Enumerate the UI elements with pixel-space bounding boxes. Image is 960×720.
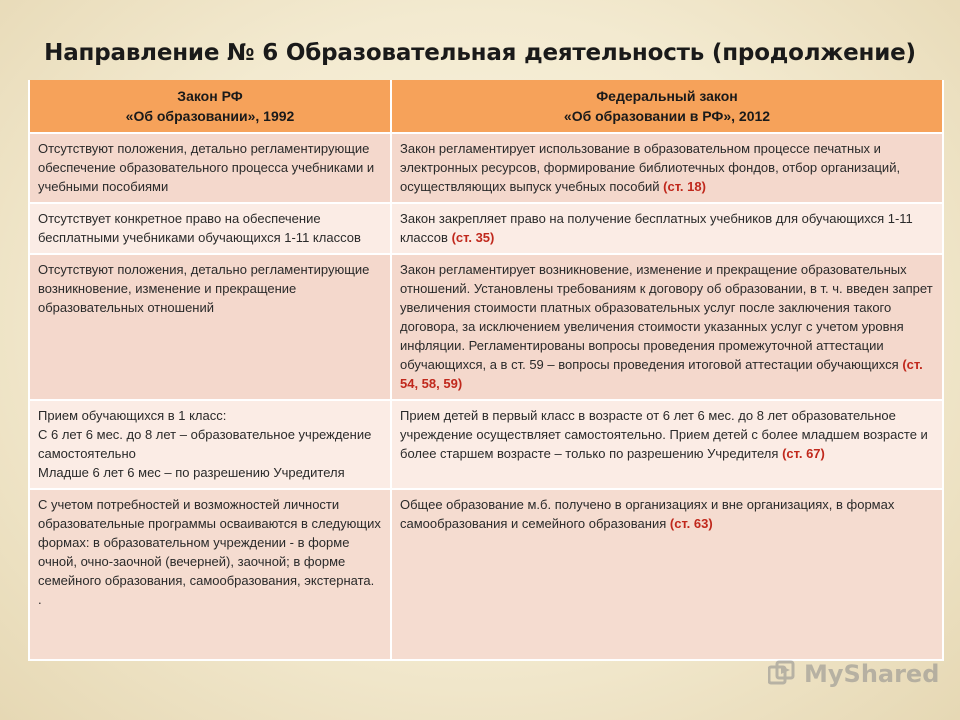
old-law-text: С учетом потребностей и возможностей личности образовательные программы осваиваются в следующих формах: в образовательном учреждении - в форме очной, очно-заочной (вечерней), заочной; в форме семейного образования, самообразования, экстерната. .: [38, 497, 381, 607]
table-row: [29, 254, 943, 400]
new-law-text: Общее образование м.б. получено в организациях и вне организациях, в формах самообразования и семейного образования: [400, 497, 895, 531]
slide-title: Направление № 6 Образовательная деятельность (продолжение): [44, 40, 916, 66]
table-header-row: [29, 80, 943, 133]
article-reference: (ст. 18): [663, 179, 706, 194]
old-law-cell: [29, 203, 391, 254]
new-law-cell: [391, 400, 943, 489]
old-law-cell: [29, 133, 391, 203]
table-row: [29, 133, 943, 203]
new-law-cell: [391, 489, 943, 660]
comparison-table: [28, 80, 944, 661]
header-new-law-line1: Федеральный закон: [596, 88, 738, 104]
article-reference: (ст. 54, 58, 59): [400, 357, 923, 391]
table-row: [29, 400, 943, 489]
watermark-text: MyShared: [804, 660, 940, 688]
new-law-text: Закон регламентирует использование в образовательном процессе печатных и электронных ресурсов, формирование библиотечных фондов, отбор организаций, осуществляющих выпуск учебных пособий: [400, 141, 901, 194]
header-new-law: [391, 80, 943, 133]
new-law-text: Закон закрепляет право на получение бесплатных учебников для обучающихся 1-11 классов: [400, 211, 913, 245]
new-law-text: Закон регламентирует возникновение, изменение и прекращение образовательных отношений. Установлены требованиям к договору об образовании, в т. ч. введен запрет увеличения стоимости платных образовательных услуг после заключения такого договора, за исключением увеличения стоимости указанных услуг с учетом уровня инфляции. Регламентированы вопросы проведения промежуточной аттестации обучающихся, а в ст. 59 – вопросы проведения итоговой аттестации обучающихся: [400, 262, 933, 372]
article-reference: (ст. 63): [669, 516, 713, 531]
table-row: [29, 203, 943, 254]
article-reference: (ст. 67): [782, 446, 825, 461]
new-law-cell: [391, 133, 943, 203]
old-law-cell: [29, 400, 391, 489]
old-law-text: Отсутствуют положения, детально регламентирующие возникновение, изменение и прекращение образовательных отношений: [38, 262, 370, 315]
old-law-text: Отсутствуют положения, детально регламентирующие обеспечение образовательного процесса учебниками и учебными пособиями: [38, 141, 375, 194]
header-new-law-line2: «Об образовании в РФ», 2012: [563, 108, 771, 124]
new-law-cell: [391, 203, 943, 254]
myshared-logo-icon: [768, 659, 798, 689]
header-old-law: [29, 80, 391, 133]
watermark: [768, 656, 939, 692]
new-law-cell: [391, 254, 943, 400]
old-law-cell: [29, 254, 391, 400]
new-law-text: Прием детей в первый класс в возрасте от 6 лет 6 мес. до 8 лет образовательное учреждение осуществляет самостоятельно. Прием детей с более младшем возрасте и более старшем возрасте – только по разрешению Учредителя: [400, 408, 928, 461]
article-reference: (ст. 35): [451, 230, 495, 245]
table-row: [29, 489, 943, 660]
header-old-law-line1: Закон РФ: [177, 88, 243, 104]
old-law-cell: [29, 489, 391, 660]
header-old-law-line2: «Об образовании», 1992: [125, 108, 295, 124]
old-law-text: Прием обучающихся в 1 класс: С 6 лет 6 мес. до 8 лет – образовательное учреждение самостоятельно Младше 6 лет 6 мес – по разрешению Учредителя: [38, 408, 372, 480]
old-law-text: Отсутствует конкретное право на обеспечение бесплатными учебниками обучающихся 1-11 классов: [38, 211, 361, 245]
